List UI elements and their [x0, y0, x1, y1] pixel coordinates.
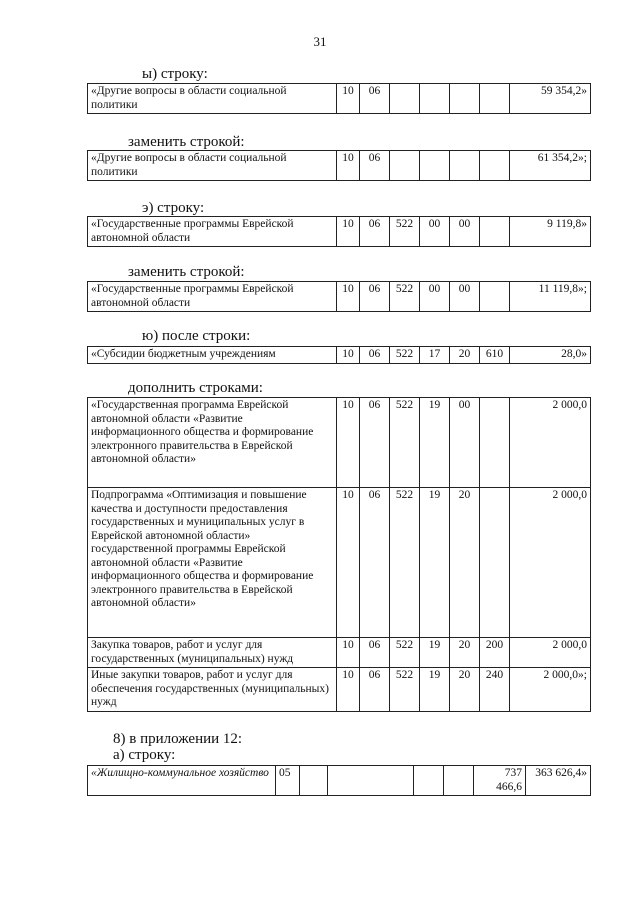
cell-subprogram: 00: [420, 217, 450, 247]
cell-expense-type: [480, 151, 510, 181]
row-name: «Государственные программы Еврейской автономной области: [88, 217, 337, 247]
cell-program: 522: [390, 347, 420, 364]
data-table: [87, 281, 591, 312]
section-heading: заменить строкой:: [128, 264, 245, 280]
row-name: «Государственная программа Еврейской автономной области «Развитие информационного общества и формирование электронного правительства в Еврейской автономной области»: [88, 398, 337, 488]
cell-subprogram: 19: [420, 488, 450, 638]
cell-subprogram: 19: [420, 638, 450, 668]
cell-expense-type: [480, 84, 510, 114]
section-heading: 8) в приложении 12:: [113, 731, 243, 747]
table-row: [88, 84, 591, 114]
page-number: 31: [313, 34, 327, 49]
data-table: [87, 397, 591, 712]
data-table: [87, 346, 591, 364]
cell-subprogram: [420, 151, 450, 181]
cell-subsection: 06: [360, 282, 390, 312]
cell-subsection: 06: [360, 638, 390, 668]
section-heading: заменить строкой:: [128, 134, 245, 150]
cell-program: 522: [390, 217, 420, 247]
cell-program: 522: [390, 638, 420, 668]
section-heading: ю) после строки:: [142, 328, 251, 344]
cell-amount: 363 626,4»: [526, 766, 591, 796]
cell-section: 05: [276, 766, 300, 796]
cell-section: 10: [337, 398, 360, 488]
cell-program: 522: [390, 282, 420, 312]
cell-section: 10: [337, 282, 360, 312]
table-row: [88, 766, 591, 796]
data-table: [87, 83, 591, 114]
cell-program: 522: [390, 668, 420, 712]
section-heading: э) строку:: [142, 200, 205, 216]
table-row: [88, 217, 591, 247]
table-row: [88, 282, 591, 312]
row-name: «Другие вопросы в области социальной политики: [88, 84, 337, 114]
cell-subsection: 06: [360, 398, 390, 488]
cell-item: 00: [450, 282, 480, 312]
cell-amount: 737 466,6: [474, 766, 526, 796]
table-row: [88, 398, 591, 488]
cell-item: 20: [450, 638, 480, 668]
cell-program: [328, 766, 414, 796]
section-heading: ы) строку:: [142, 66, 208, 82]
cell-section: 10: [337, 84, 360, 114]
row-name: Иные закупки товаров, работ и услуг для обеспечения государственных (муниципальных) нужд: [88, 668, 337, 712]
cell-item: 20: [450, 488, 480, 638]
cell-subprogram: 17: [420, 347, 450, 364]
table-row: [88, 488, 591, 638]
row-name: «Другие вопросы в области социальной политики: [88, 151, 337, 181]
cell-subprogram: [420, 84, 450, 114]
table-row: [88, 151, 591, 181]
data-table: [87, 216, 591, 247]
cell-subprogram: 19: [420, 668, 450, 712]
cell-section: 10: [337, 347, 360, 364]
cell-subprogram: 19: [420, 398, 450, 488]
cell-item: 20: [450, 347, 480, 364]
row-name: Закупка товаров, работ и услуг для государственных (муниципальных) нужд: [88, 638, 337, 668]
cell-section: 10: [337, 488, 360, 638]
cell-subsection: 06: [360, 84, 390, 114]
cell-amount: 2 000,0: [510, 488, 591, 638]
table-row: [88, 668, 591, 712]
cell-section: 10: [337, 151, 360, 181]
cell-expense-type: [480, 398, 510, 488]
cell-subsection: 06: [360, 151, 390, 181]
cell-expense-type: 200: [480, 638, 510, 668]
cell-item: [450, 84, 480, 114]
row-name: «Государственные программы Еврейской автономной области: [88, 282, 337, 312]
row-name: Подпрограмма «Оптимизация и повышение качества и доступности предоставления государственных и муниципальных услуг в Еврейской автономной области» государственной программы Еврейской автономной области «Развитие информационного общества и формирование электронного правительства в Еврейской автономной области»: [88, 488, 337, 638]
cell-expense-type: [480, 217, 510, 247]
cell-program: 522: [390, 488, 420, 638]
table-row: [88, 347, 591, 364]
data-table: [87, 765, 591, 796]
cell-subsection: 06: [360, 347, 390, 364]
cell-program: [390, 84, 420, 114]
cell-amount: 28,0»: [510, 347, 591, 364]
data-table: [87, 150, 591, 181]
cell-item: [450, 151, 480, 181]
cell-amount: 11 119,8»;: [510, 282, 591, 312]
cell-section: 10: [337, 668, 360, 712]
cell-item: 00: [450, 217, 480, 247]
cell-program: 522: [390, 398, 420, 488]
table-row: [88, 638, 591, 668]
cell-program: [390, 151, 420, 181]
cell-subprogram: [414, 766, 444, 796]
cell-subsection: [300, 766, 328, 796]
cell-item: [444, 766, 474, 796]
cell-amount: 2 000,0: [510, 398, 591, 488]
cell-expense-type: [480, 282, 510, 312]
cell-expense-type: 610: [480, 347, 510, 364]
row-name: «Жилищно-коммунальное хозяйство: [88, 766, 276, 796]
cell-item: 00: [450, 398, 480, 488]
section-heading: а) строку:: [113, 747, 176, 763]
cell-item: 20: [450, 668, 480, 712]
cell-subsection: 06: [360, 488, 390, 638]
cell-subprogram: 00: [420, 282, 450, 312]
section-heading: дополнить строками:: [128, 380, 263, 396]
row-name: «Субсидии бюджетным учреждениям: [88, 347, 337, 364]
cell-expense-type: [480, 488, 510, 638]
cell-section: 10: [337, 217, 360, 247]
cell-expense-type: 240: [480, 668, 510, 712]
cell-amount: 2 000,0: [510, 638, 591, 668]
cell-section: 10: [337, 638, 360, 668]
cell-amount: 61 354,2»;: [510, 151, 591, 181]
cell-subsection: 06: [360, 668, 390, 712]
cell-amount: 2 000,0»;: [510, 668, 591, 712]
cell-subsection: 06: [360, 217, 390, 247]
cell-amount: 59 354,2»: [510, 84, 591, 114]
cell-amount: 9 119,8»: [510, 217, 591, 247]
